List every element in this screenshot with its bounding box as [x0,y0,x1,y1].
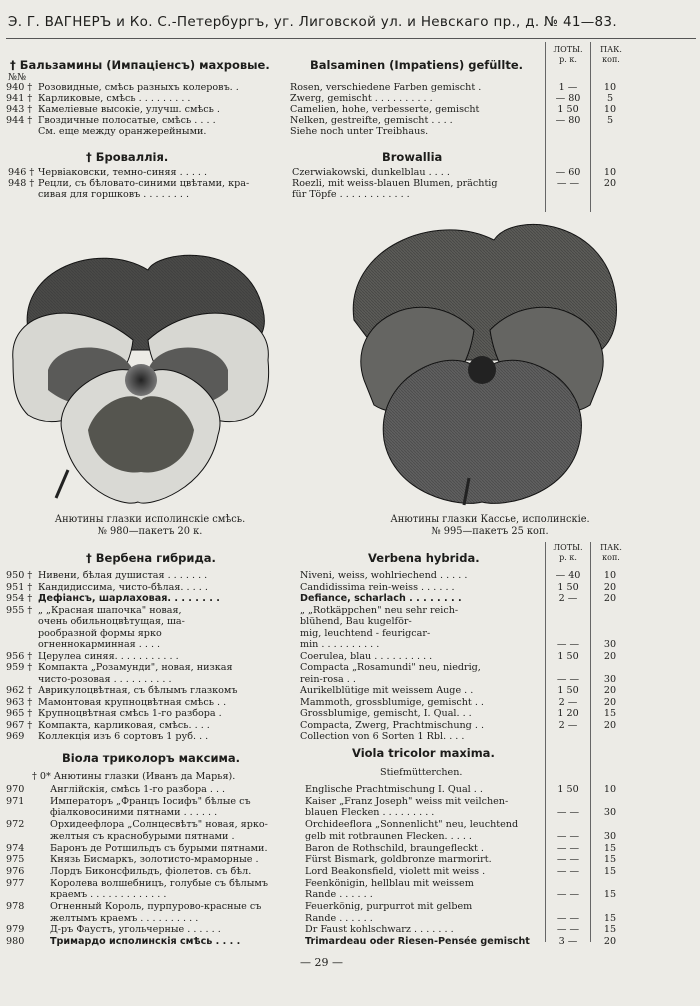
item-name-ru: Церулеа синяя. . . . . . . . . . . [38,650,179,662]
item-number: 959 † [6,662,33,673]
lot-price: — — [556,639,580,650]
page-number: — 29 — [300,956,343,969]
image-caption: Анютины глазки Кассье, исполинскіе. № 995—пакетъ 25 коп. [390,514,590,537]
item-number: 975 [6,854,25,866]
pansy-engraving-right [344,210,620,510]
section-subtitle-de: Stiefmütterchen. [380,767,463,778]
lot-price: 1 50 [557,650,579,662]
item-name-ru: очень обильноцвѣтущая, ша- [38,616,185,627]
lot-price: — 80 [555,93,581,104]
item-name-ru: Карликовые, смѣсь . . . . . . . . . [38,93,191,104]
section-title-de: Balsaminen (Impatiens) gefüllte. [310,58,523,72]
lot-price: — — [556,865,580,877]
item-name-ru: См. еще между оранжерейными. [38,126,207,137]
lot-price: 1 — [558,82,578,93]
item-name-ru: Дефіансъ, шарлаховая. . . . . . . . [38,593,220,604]
item-number: 970 [6,784,25,795]
section-title-de: Verbena hybrida. [368,551,480,565]
item-name-ru: Крупноцвѣтная смѣсь 1-го разбора . [38,708,222,719]
item-number: 965 † [6,708,33,719]
packet-price: 20 [603,685,617,696]
page-header: Э. Г. ВАГНЕРЪ и Ко. С.-Петербургъ, уг. Лиговской ул. и Невскаго пр., д. № 41—83. [8,14,617,30]
item-number: 971 [6,795,25,807]
item-name-ru: краемъ . . . . . . . . . . . . . [50,889,167,901]
item-number: 954 † [6,593,33,604]
item-name-de: Rande . . . . . . [305,912,373,924]
item-name-de: Compacta „Rosamundi" neu, niedrig, [300,662,481,673]
item-name-ru: Рецли, съ бѣловато-синими цвѣтами, кра- [38,178,250,189]
lot-price: — — [556,889,580,901]
item-name-de: Rande . . . . . . [305,889,373,901]
item-name-ru: Червіаковски, темно-синяя . . . . . [38,167,208,178]
lot-price: — — [556,924,580,936]
item-number: 962 † [6,685,33,696]
item-name-ru: Нивени, бѣлая душистая . . . . . . . [38,570,208,581]
item-number: 979 [6,924,25,936]
lot-price: 2 — [558,593,578,604]
lot-price: 1 20 [557,708,579,719]
lot-price: — — [556,807,580,819]
item-name-de: Baron de Rothschild, braungefleckt . [305,842,484,854]
item-name-ru: Тримардо исполинскія смѣсь . . . . [50,936,241,948]
packet-price: 30 [603,639,617,650]
item-name-de: für Töpfe . . . . . . . . . . . . [292,189,410,200]
item-name-ru: желтымъ краемъ . . . . . . . . . . [50,912,199,924]
lot-price: — — [556,830,580,842]
packet-price: 15 [603,889,617,901]
column-divider [545,42,546,212]
item-number: 977 [6,877,25,889]
item-name-de: min . . . . . . . . . . [300,639,380,650]
packet-price: 10 [603,104,617,115]
section-title-ru: Віола триколоръ максима. [62,751,241,765]
item-number: 980 [6,936,25,948]
lot-price: — — [556,854,580,866]
header-rule [6,38,696,39]
item-number: 967 † [6,719,33,731]
section-title-ru: † Бальзамины (Импаціенсъ) махровые. [10,58,270,72]
item-name-de: Aurikelblütige mit weissem Auge . . [300,685,474,696]
packet-price: 20 [603,581,617,593]
packet-price: 10 [603,82,617,93]
item-name-ru: Мамонтовая крупноцвѣтная смѣсь . . [38,696,227,708]
pansy-engraving-left [8,240,274,508]
section-title-ru: † Вербена гибрида. [86,551,216,565]
item-name-de: Feuerkönig, purpurrot mit gelbem [305,901,473,912]
item-number: 941 † [6,93,33,104]
section-title-ru: † Броваллія. [86,150,169,164]
numbers-header: №№ [8,72,27,83]
packet-price: 10 [603,784,617,795]
image-caption: Анютины глазки исполинскіе смѣсь. № 980—пакетъ 20 к. [54,514,246,537]
lot-price: 2 — [558,696,578,708]
item-name-de: Compacta, Zwerg, Prachtmischung . . [300,719,485,731]
lot-price: 2 — [558,719,578,731]
item-name-de: Siehe noch unter Treibhaus. [290,126,429,137]
item-name-de: Dr Faust kohlschwarz . . . . . . . [305,924,454,936]
item-name-ru: фіалковосиними пятнами . . . . . . [50,807,218,819]
item-name-ru: Огненный Король, пурпурово-красные съ [50,901,262,912]
item-number: 948 † [8,178,35,189]
lot-price: — — [556,178,580,189]
item-name-de: Roezli, mit weiss-blauen Blumen, prächtig [292,178,498,189]
lot-price: 1 50 [557,581,579,593]
packet-price: 30 [603,830,617,842]
item-name-ru: Королева волшебницъ, голубые съ бѣлымъ [50,877,268,889]
packet-price: 15 [603,854,617,866]
packet-price: 15 [603,912,617,924]
item-number: 974 [6,842,25,854]
item-name-ru: Коллекція изъ 6 сортовъ 1 руб. . . [38,731,209,742]
lot-price: — — [556,673,580,685]
item-name-ru: Императоръ „Францъ Іосифъ" бѣлые съ [50,795,251,807]
item-number: 951 † [6,581,33,593]
item-number: 978 [6,901,25,912]
item-number: 950 † [6,570,33,581]
item-name-ru: чисто-розовая . . . . . . . . . . [38,673,172,685]
item-name-de: mig, leuchtend - feurigcar- [300,627,431,639]
item-number: 969 [6,731,25,742]
item-name-ru: Князь Бисмаркъ, золотисто-мраморные . [50,854,259,866]
lot-price: — 80 [555,115,581,126]
item-name-de: Czerwiakowski, dunkelblau . . . . [292,167,450,178]
lots-header: ЛОТЫ. р. к. [553,45,583,64]
item-name-de: Feenkönigin, hellblau mit weissem [305,877,474,889]
item-name-ru: Аврикулоцвѣтная, съ бѣлымъ глазкомъ [38,685,238,696]
item-number: 972 [6,819,25,831]
item-name-ru: Баронъ де Ротшильдъ съ бурыми пятнами. [50,842,268,854]
item-number: 943 † [6,104,33,115]
item-name-de: Lord Beakonsfield, violett mit weiss . [305,865,486,877]
item-name-de: Zwerg, gemischt . . . . . . . . . . [290,93,433,104]
lot-price: — — [556,912,580,924]
lot-price: — 40 [555,570,581,581]
item-name-de: Candidissima rein-weiss . . . . . . [300,581,455,593]
item-name-de: Englische Prachtmischung I. Qual . . [305,784,483,795]
lot-price: — 60 [555,167,581,178]
item-name-ru: Кандидиссима, чисто-бѣлая. . . . . [38,581,208,593]
item-name-ru: сивая для горшковъ . . . . . . . . [38,189,190,200]
section-title-de: Viola tricolor maxima. [352,746,495,760]
item-name-de: „ „Rotkäppchen" neu sehr reich- [300,604,459,616]
item-name-de: blühend, Bau kugelför- [300,616,412,627]
item-name-ru: Камеліевые высокіе, улучш. смѣсь . [38,104,220,115]
packet-price: 10 [603,167,617,178]
packet-price: 20 [603,650,617,662]
item-name-de: Orchideeflora „Sonnenlicht" neu, leuchtend [305,819,519,831]
item-name-ru: Розовидные, смѣсь разныхъ колеровъ. . [38,82,239,93]
item-name-de: rein-rosa . . [300,673,356,685]
lot-price: — — [556,842,580,854]
item-name-de: Nelken, gestreifte, gemischt . . . . [290,115,453,126]
item-name-ru: Д-ръ Фаустъ, угольчерные . . . . . . [50,924,221,936]
lot-price: 3 — [558,936,578,948]
item-number: 940 † [6,82,33,93]
column-divider [590,542,591,942]
item-name-de: Fürst Bismark, goldbronze marmorirt. [305,854,492,866]
packet-header: ПАК. коп. [600,543,622,562]
item-name-de: Coerulea, blau . . . . . . . . . . [300,650,433,662]
section-title-de: Browallia [382,150,443,164]
item-number: 944 † [6,115,33,126]
item-number: 956 † [6,650,33,662]
item-name-ru: „ „Красная шапочка" новая, [38,604,182,616]
item-name-de: Kaiser „Franz Joseph" weiss mit veilchen- [305,795,509,807]
packet-price: 20 [603,593,617,604]
packet-price: 20 [603,719,617,731]
item-number: 963 † [6,696,33,708]
column-divider [545,542,546,942]
lot-price: 1 50 [557,784,579,795]
item-name-de: Rosen, verschiedene Farben gemischt . [290,82,482,93]
item-name-ru: Орхидеефлора „Солнцесвѣтъ" новая, ярко- [50,819,268,831]
item-name-ru: Лордъ Биконсфильдъ, фіолетов. съ бѣл. [50,865,252,877]
item-name-de: Mammoth, grossblumige, gemischt . . [300,696,484,708]
packet-header: ПАК. коп. [600,45,622,64]
packet-price: 15 [603,924,617,936]
lots-header: ЛОТЫ. р. к. [553,543,583,562]
item-name-de: Grossblumige, gemischt, I. Qual. . . [300,708,472,719]
item-name-ru: Англійскія, смѣсь 1-го разбора . . . [50,784,226,795]
packet-price: 20 [603,936,617,948]
item-name-de: Camelien, hohe, verbesserte, gemischt [290,104,480,115]
item-name-ru: Компакта, карликовая, смѣсь. . . . [38,719,210,731]
packet-price: 10 [603,570,617,581]
packet-price: 20 [603,178,617,189]
item-name-de: gelb mit rotbraunen Flecken. . . . . [305,830,472,842]
item-name-ru: желтыя съ краснобурыми пятнами . [50,830,235,842]
item-name-ru: огненнокарминная . . . . [38,639,161,650]
item-name-de: Niveni, weiss, wohlriechend . . . . . [300,570,468,581]
section-subtitle-ru: † 0* Анютины глазки (Иванъ да Марья). [32,771,236,782]
item-name-de: Trimardeau oder Riesen-Pensée gemischt [305,936,530,948]
item-number: 955 † [6,604,33,616]
item-name-ru: рообразной формы ярко [38,627,162,639]
packet-price: 30 [603,673,617,685]
item-name-ru: Компакта „Розамунди", новая, низкая [38,662,233,673]
lot-price: 1 50 [557,685,579,696]
packet-price: 30 [603,807,617,819]
item-name-de: Collection von 6 Sorten 1 Rbl. . . . [300,731,465,742]
packet-price: 5 [606,93,614,104]
packet-price: 15 [603,708,617,719]
packet-price: 5 [606,115,614,126]
item-number: 946 † [8,167,35,178]
item-name-de: Defiance, scharlach . . . . . . . . [300,593,462,604]
item-name-ru: Гвоздичные полосатые, смѣсь . . . . [38,115,216,126]
packet-price: 15 [603,865,617,877]
item-number: 976 [6,865,25,877]
lot-price: 1 50 [557,104,579,115]
packet-price: 15 [603,842,617,854]
column-divider [590,42,591,212]
item-name-de: blauen Flecken . . . . . . . . . [305,807,435,819]
packet-price: 20 [603,696,617,708]
